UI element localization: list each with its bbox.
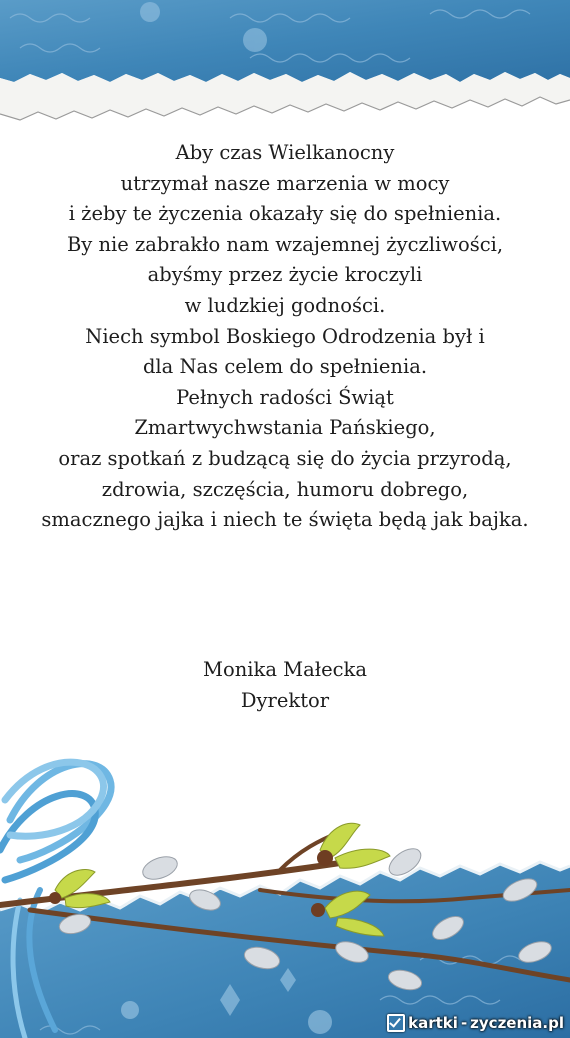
verse-line: dla Nas celem do spełnienia. [142, 355, 428, 379]
verse-line: utrzymał nasze marzenia w mocy [120, 171, 450, 195]
verse-line: zdrowia, szczęścia, humoru dobrego, [101, 477, 469, 501]
wishes-verse [20, 138, 550, 536]
verse-line: w ludzkiej godności. [184, 293, 386, 317]
verse-line: Pełnych radości Świąt [176, 385, 394, 409]
watermark-part3: zyczenia.pl [470, 1014, 564, 1032]
top-paper-band [0, 0, 570, 125]
easter-decoration [0, 740, 570, 1038]
signature-name: Monika Małecka [203, 658, 367, 681]
verse-line: By nie zabrakło nam wzajemnej życzliwości, [66, 232, 504, 256]
verse-line: Zmartwychwstania Pańskiego, [134, 416, 436, 440]
verse-line: abyśmy przez życie kroczyli [147, 263, 423, 287]
watermark-part1: kartki [408, 1014, 458, 1032]
verse-line: Niech symbol Boskiego Odrodzenia był i [85, 324, 485, 348]
signature-title: Dyrektor [240, 688, 330, 712]
watermark-part2: - [460, 1014, 468, 1032]
site-watermark [387, 1014, 564, 1032]
verse-line: Aby czas Wielkanocny [175, 141, 395, 164]
verse-line: i żeby te życzenia okazały się do spełnienia. [68, 202, 502, 226]
checkbox-pencil-icon [387, 1014, 405, 1032]
verse-line: oraz spotkań z budzącą się do życia przyrodą, [58, 446, 512, 470]
verse-line: smacznego jajka i niech te święta będą jak bajka. [41, 508, 529, 532]
signature-block [20, 655, 550, 716]
